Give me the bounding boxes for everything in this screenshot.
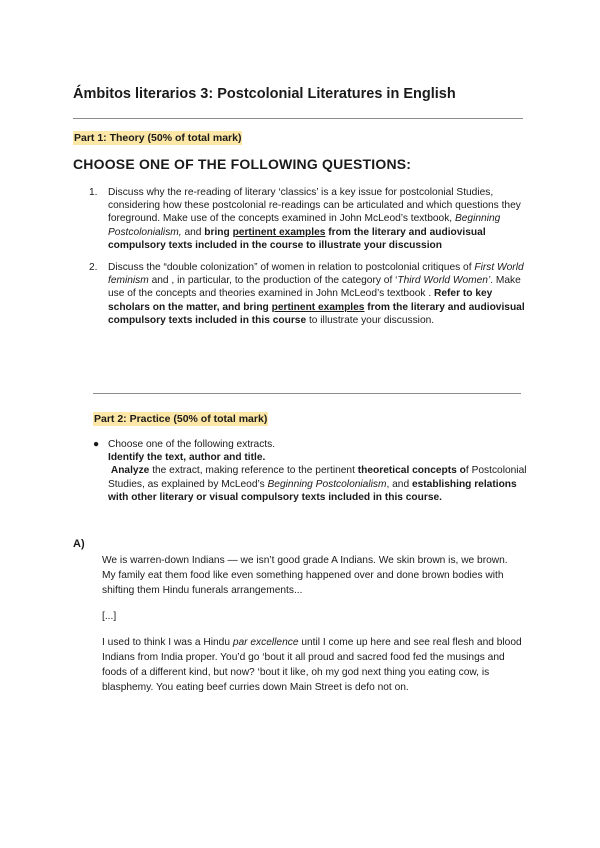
question-bold-text: from the literary and audiovisual compulsory texts included in the course to illustrate your discussion xyxy=(108,226,486,251)
extract-text: until I come up here and see real flesh and blood Indians from India proper. You’d go ‘bout it all proud and sacred food fed the musings and foods of a different kind, but now? ‘bout it like, oh my god next thing you eating cow, is blasphemy. You eating beef curries down Main Street is defo not on. xyxy=(102,637,522,693)
question-underlined-text: pertinent examples xyxy=(232,226,326,238)
extract-paragraph xyxy=(102,635,522,695)
extract-text: I used to think I was a Hindu xyxy=(102,637,233,648)
extract-ellipsis: [...] xyxy=(102,611,117,622)
question-italic-text: Third World Women’ xyxy=(397,275,491,287)
question-number: 2. xyxy=(89,262,98,274)
instruction-item xyxy=(93,438,533,504)
instruction-list xyxy=(93,438,533,504)
question-italic-text: First World feminism xyxy=(108,262,524,287)
document-title: Ámbitos literarios 3: Postcolonial Literatures in English xyxy=(73,86,456,102)
instruction-line-bold: Identify the text, author and title. xyxy=(108,452,266,464)
part2-heading xyxy=(93,409,268,427)
instruction-bold: establishing relations with other literary or visual compulsory texts included in this course. xyxy=(108,478,517,503)
question-text: and , in particular, to the production of the category of ‘ xyxy=(148,275,398,287)
extract-a-label: A) xyxy=(73,538,85,550)
instruction-text: , and xyxy=(386,478,412,490)
question-list xyxy=(89,186,529,336)
question-bold-text: Refer to key scholars on the matter, and bring xyxy=(108,288,493,313)
part2-divider xyxy=(93,393,521,394)
question-text: . Make use of the concepts and theories examined in John McLeod’s textbook . xyxy=(108,275,521,300)
instruction-line: Choose one of the following extracts. xyxy=(108,439,276,450)
question-item xyxy=(89,261,529,327)
choose-heading: CHOOSE ONE OF THE FOLLOWING QUESTIONS: xyxy=(73,156,412,172)
instruction-italic: Beginning Postcolonialism xyxy=(267,478,387,490)
title-divider xyxy=(73,118,523,119)
question-text: to illustrate your discussion. xyxy=(306,314,435,326)
question-bold-text: bring xyxy=(204,226,233,238)
question-item xyxy=(89,186,529,252)
question-text: Discuss why the re-reading of literary ‘classics’ is a key issue for postcolonial Studies, considering how these postcolonial re-readings can be articulated and which questions they foreground. Make use of the concepts examined in John McLeod’s textbook, xyxy=(108,187,521,225)
question-text: Discuss the “double colonization” of women in relation to postcolonial critiques of xyxy=(108,262,475,274)
instruction-text: f Postcolonial Studies, as explained by McLeod’s xyxy=(108,465,527,490)
instruction-text: the extract, making reference to the pertinent xyxy=(149,465,358,477)
part1-heading xyxy=(73,128,242,146)
instruction-bold: theoretical concepts o xyxy=(357,465,466,477)
question-underlined-text: pertinent examples xyxy=(271,301,365,313)
question-italic-text: Beginning Postcolonialism, xyxy=(108,213,501,238)
question-text: and xyxy=(181,226,205,238)
extract-a xyxy=(102,553,522,706)
instruction-bold: Analyze xyxy=(110,465,150,477)
bullet-icon: ● xyxy=(93,439,100,450)
question-bold-text: from the literary and audiovisual compulsory texts included in this course xyxy=(108,301,525,326)
question-number: 1. xyxy=(89,187,98,198)
extract-paragraph: We is warren-down Indians — we isn’t good grade A Indians. We skin brown is, we brown. My family eat them food like even something happened over and done brown bodies with shifting them Hindu funerals arrangements... xyxy=(102,555,508,596)
part2-heading-text: Part 2: Practice (50% of total mark) xyxy=(94,413,268,425)
extract-italic: par excellence xyxy=(232,637,299,648)
part1-heading-text: Part 1: Theory (50% of total mark) xyxy=(74,132,242,144)
